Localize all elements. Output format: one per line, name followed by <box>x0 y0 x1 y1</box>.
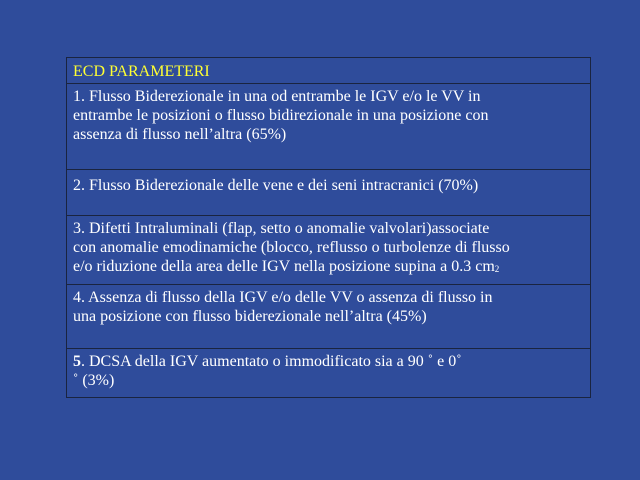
row-1-line-2: entrambe le posizioni o flusso bidirezionale in una posizione con <box>73 107 489 124</box>
table-row-4 <box>67 285 590 349</box>
table-header <box>67 58 590 84</box>
row-3-line-3 <box>73 257 584 279</box>
row-3-line-2: con anomalie emodinamiche (blocco, reflusso o turbolenze di flusso <box>73 239 510 256</box>
table-row-5 <box>67 349 590 397</box>
ecd-parameters-table <box>66 57 591 398</box>
row-1-line-1: 1. Flusso Biderezionale in una od entrambe le IGV e/o le VV in <box>73 88 481 105</box>
row-5-number: 5 <box>73 353 81 370</box>
row-3-subscript: 2 <box>494 264 500 274</box>
row-5-line-1-text: . DCSA della IGV aumentato o immodificato sia a 90 ˚ e 0˚ <box>81 353 462 370</box>
row-4-line-1: 4. Assenza di flusso della IGV e/o delle VV o assenza di flusso in <box>73 289 493 306</box>
table-header-title: ECD PARAMETERI <box>73 63 210 80</box>
table-row-3 <box>67 216 590 285</box>
table-row-1 <box>67 84 590 170</box>
row-3-line-1: 3. Difetti Intraluminali (flap, setto o anomalie valvolari)associate <box>73 220 490 237</box>
row-3-line-3-text: e/o riduzione della area delle IGV nella posizione supina a 0.3 cm <box>73 258 495 275</box>
row-5-line-1 <box>73 352 584 371</box>
row-1-line-3: assenza di flusso nell’altra (65%) <box>73 126 287 143</box>
table-row-2 <box>67 170 590 216</box>
row-5-line-2: ˚ (3%) <box>73 372 115 389</box>
row-4-line-2: una posizione con flusso biderezionale nell’altra (45%) <box>73 308 427 325</box>
row-2-line-1: 2. Flusso Biderezionale delle vene e dei seni intracranici (70%) <box>73 177 479 194</box>
